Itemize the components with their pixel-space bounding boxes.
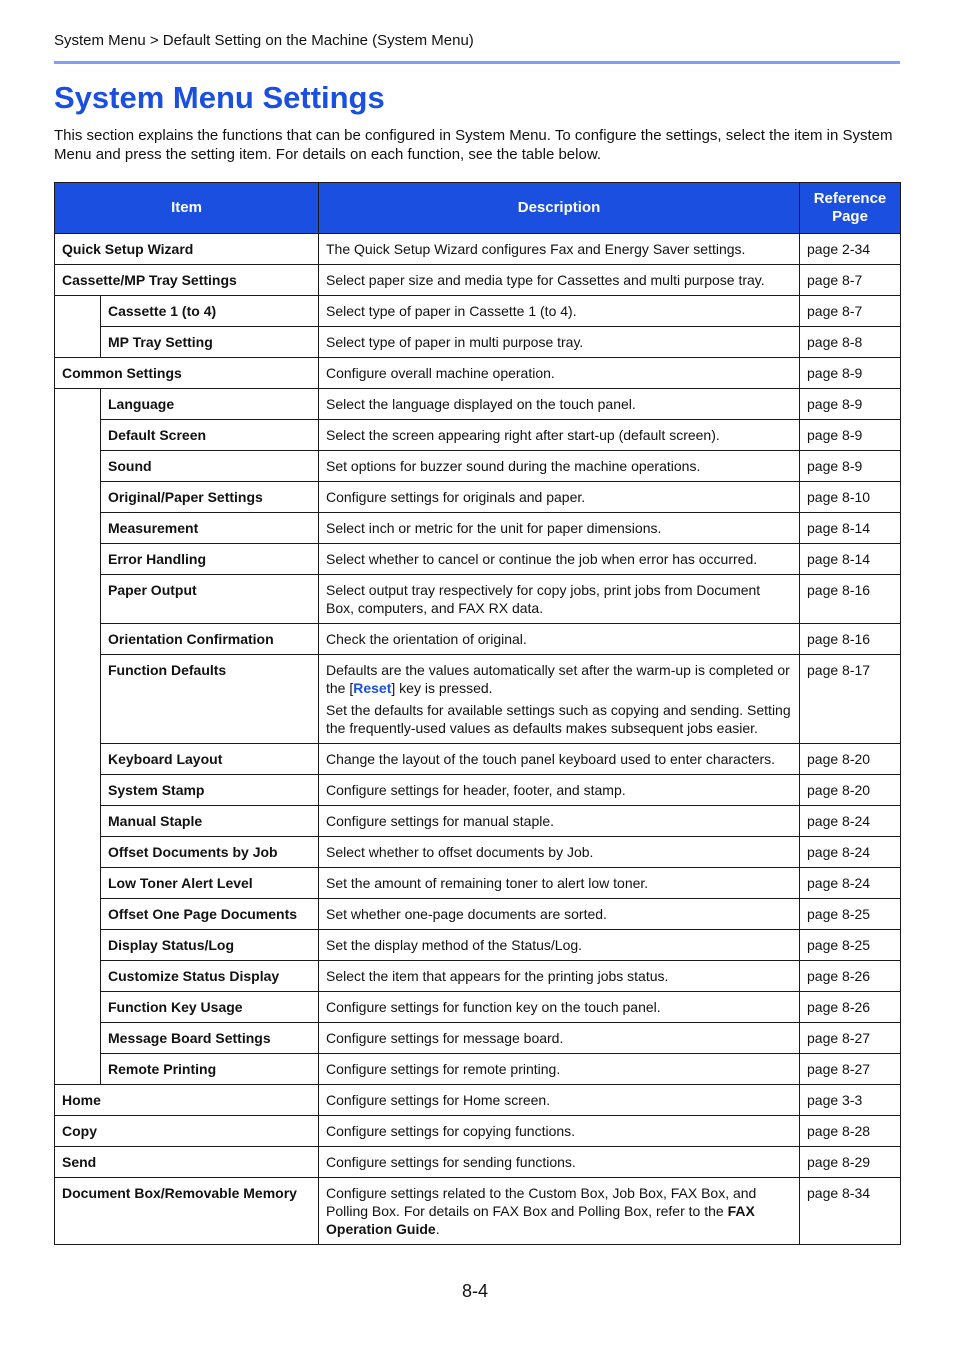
table-header-row xyxy=(55,183,901,234)
table-row xyxy=(55,837,901,868)
reference-cell: page 8-34 xyxy=(800,1178,901,1245)
item-cell: Cassette/MP Tray Settings xyxy=(55,265,319,296)
description-cell: Select type of paper in Cassette 1 (to 4). xyxy=(319,296,800,327)
table-row xyxy=(55,775,901,806)
reference-cell: page 8-14 xyxy=(800,513,901,544)
item-cell: Home xyxy=(55,1085,319,1116)
item-cell: System Stamp xyxy=(101,775,319,806)
item-cell: Default Screen xyxy=(101,420,319,451)
description-cell: Configure settings for copying functions. xyxy=(319,1116,800,1147)
reference-cell: page 8-8 xyxy=(800,327,901,358)
item-cell: Message Board Settings xyxy=(101,1023,319,1054)
item-cell: Keyboard Layout xyxy=(101,744,319,775)
reference-cell: page 8-26 xyxy=(800,992,901,1023)
description-cell: Select inch or metric for the unit for paper dimensions. xyxy=(319,513,800,544)
table-row xyxy=(55,806,901,837)
table-row xyxy=(55,389,901,420)
table-row xyxy=(55,624,901,655)
reference-cell: page 8-7 xyxy=(800,296,901,327)
settings-table xyxy=(54,182,901,1245)
item-cell: Measurement xyxy=(101,513,319,544)
reference-cell: page 8-29 xyxy=(800,1147,901,1178)
description-cell: Configure settings for sending functions. xyxy=(319,1147,800,1178)
item-cell: Manual Staple xyxy=(101,806,319,837)
table-row xyxy=(55,234,901,265)
table-row xyxy=(55,1178,901,1245)
description-cell: Change the layout of the touch panel keyboard used to enter characters. xyxy=(319,744,800,775)
reference-cell: page 8-24 xyxy=(800,868,901,899)
reference-cell: page 8-25 xyxy=(800,930,901,961)
reference-cell: page 8-7 xyxy=(800,265,901,296)
reference-cell: page 8-9 xyxy=(800,451,901,482)
item-cell: Common Settings xyxy=(55,358,319,389)
item-cell: Language xyxy=(101,389,319,420)
table-row xyxy=(55,868,901,899)
reference-cell: page 8-24 xyxy=(800,837,901,868)
indent-spacer xyxy=(55,296,101,358)
breadcrumb: System Menu > Default Setting on the Machine (System Menu) xyxy=(54,32,474,49)
header-divider xyxy=(54,61,900,64)
description-cell: Configure settings for originals and paper. xyxy=(319,482,800,513)
description-cell: Select the language displayed on the touch panel. xyxy=(319,389,800,420)
reference-cell: page 8-9 xyxy=(800,358,901,389)
table-row xyxy=(55,744,901,775)
reference-cell: page 8-16 xyxy=(800,575,901,624)
reference-cell: page 8-10 xyxy=(800,482,901,513)
reference-cell: page 8-25 xyxy=(800,899,901,930)
item-cell: Original/Paper Settings xyxy=(101,482,319,513)
description-cell: Select paper size and media type for Cassettes and multi purpose tray. xyxy=(319,265,800,296)
item-cell: Cassette 1 (to 4) xyxy=(101,296,319,327)
indent-spacer xyxy=(55,389,101,1085)
item-cell: Function Key Usage xyxy=(101,992,319,1023)
reference-cell: page 8-27 xyxy=(800,1023,901,1054)
table-row xyxy=(55,1147,901,1178)
description-cell: Configure settings for header, footer, and stamp. xyxy=(319,775,800,806)
item-cell: Function Defaults xyxy=(101,655,319,744)
table-row xyxy=(55,265,901,296)
description-cell: Configure settings for message board. xyxy=(319,1023,800,1054)
reference-cell: page 8-28 xyxy=(800,1116,901,1147)
reference-cell: page 8-20 xyxy=(800,744,901,775)
description-text: ] key is pressed. xyxy=(391,680,493,696)
reference-cell: page 8-20 xyxy=(800,775,901,806)
table-row xyxy=(55,930,901,961)
table-row xyxy=(55,482,901,513)
table-row xyxy=(55,961,901,992)
description-cell: Select whether to offset documents by Job. xyxy=(319,837,800,868)
description-text: . xyxy=(435,1221,440,1237)
table-row xyxy=(55,544,901,575)
description-cell: Select type of paper in multi purpose tray. xyxy=(319,327,800,358)
reset-key-label: Reset xyxy=(353,680,392,696)
table-row xyxy=(55,296,901,327)
item-cell: Offset Documents by Job xyxy=(101,837,319,868)
description-cell: Set the display method of the Status/Log. xyxy=(319,930,800,961)
description-text: Configure settings related to the Custom Box, Job Box, FAX Box, and Polling Box. For details on FAX Box and Polling Box, refer to the xyxy=(326,1185,757,1219)
item-cell: Offset One Page Documents xyxy=(101,899,319,930)
reference-cell: page 8-27 xyxy=(800,1054,901,1085)
description-cell: The Quick Setup Wizard configures Fax and Energy Saver settings. xyxy=(319,234,800,265)
item-cell: Orientation Confirmation xyxy=(101,624,319,655)
description-cell: Configure settings for function key on the touch panel. xyxy=(319,992,800,1023)
reference-cell: page 2-34 xyxy=(800,234,901,265)
table-row xyxy=(55,992,901,1023)
reference-cell: page 8-16 xyxy=(800,624,901,655)
reference-cell: page 8-17 xyxy=(800,655,901,744)
description-cell: Set options for buzzer sound during the machine operations. xyxy=(319,451,800,482)
description-paragraph xyxy=(326,661,792,697)
table-row xyxy=(55,420,901,451)
table-row xyxy=(55,358,901,389)
table-row xyxy=(55,1023,901,1054)
reference-cell: page 8-9 xyxy=(800,389,901,420)
description-cell: Set the amount of remaining toner to alert low toner. xyxy=(319,868,800,899)
item-cell: Customize Status Display xyxy=(101,961,319,992)
item-cell: MP Tray Setting xyxy=(101,327,319,358)
description-text: Defaults are the values automatically set after the warm-up is completed or the [ xyxy=(326,662,790,696)
fax-operation-guide-reference: FAX Operation Guide xyxy=(326,1203,755,1237)
table-row xyxy=(55,655,901,744)
table-row xyxy=(55,1085,901,1116)
item-cell: Display Status/Log xyxy=(101,930,319,961)
description-cell: Select output tray respectively for copy jobs, print jobs from Document Box, computers, and FAX RX data. xyxy=(319,575,800,624)
page-number: 8-4 xyxy=(462,1281,489,1301)
reference-cell: page 3-3 xyxy=(800,1085,901,1116)
item-cell: Send xyxy=(55,1147,319,1178)
table-row xyxy=(55,327,901,358)
description-cell: Select whether to cancel or continue the job when error has occurred. xyxy=(319,544,800,575)
reference-cell: page 8-9 xyxy=(800,420,901,451)
item-cell: Paper Output xyxy=(101,575,319,624)
table-row xyxy=(55,451,901,482)
item-cell: Low Toner Alert Level xyxy=(101,868,319,899)
table-row xyxy=(55,1054,901,1085)
reference-cell: page 8-26 xyxy=(800,961,901,992)
description-cell: Check the orientation of original. xyxy=(319,624,800,655)
reference-cell: page 8-24 xyxy=(800,806,901,837)
item-cell: Copy xyxy=(55,1116,319,1147)
table-row xyxy=(55,513,901,544)
header-item: Item xyxy=(55,183,319,234)
table-row xyxy=(55,575,901,624)
item-cell: Error Handling xyxy=(101,544,319,575)
description-cell: Select the item that appears for the printing jobs status. xyxy=(319,961,800,992)
item-cell: Quick Setup Wizard xyxy=(55,234,319,265)
header-description: Description xyxy=(319,183,800,234)
description-cell: Configure settings for Home screen. xyxy=(319,1085,800,1116)
description-cell: Configure settings for manual staple. xyxy=(319,806,800,837)
item-cell: Sound xyxy=(101,451,319,482)
description-paragraph: Set the defaults for available settings such as copying and sending. Setting the frequently-used values as defaults makes subsequent jobs easier. xyxy=(326,702,791,736)
table-row xyxy=(55,1116,901,1147)
description-cell: Select the screen appearing right after start-up (default screen). xyxy=(319,420,800,451)
page-title: System Menu Settings xyxy=(54,80,385,115)
header-reference-page: Reference Page xyxy=(800,183,901,234)
intro-paragraph: This section explains the functions that can be configured in System Menu. To configure the settings, select the item in System Menu and press the setting item. For details on each function, see the table below. xyxy=(54,127,893,163)
table-row xyxy=(55,899,901,930)
item-cell: Document Box/Removable Memory xyxy=(55,1178,319,1245)
description-cell: Set whether one-page documents are sorted. xyxy=(319,899,800,930)
description-cell xyxy=(319,655,800,744)
reference-cell: page 8-14 xyxy=(800,544,901,575)
description-cell: Configure overall machine operation. xyxy=(319,358,800,389)
description-cell: Configure settings for remote printing. xyxy=(319,1054,800,1085)
item-cell: Remote Printing xyxy=(101,1054,319,1085)
description-cell xyxy=(319,1178,800,1245)
